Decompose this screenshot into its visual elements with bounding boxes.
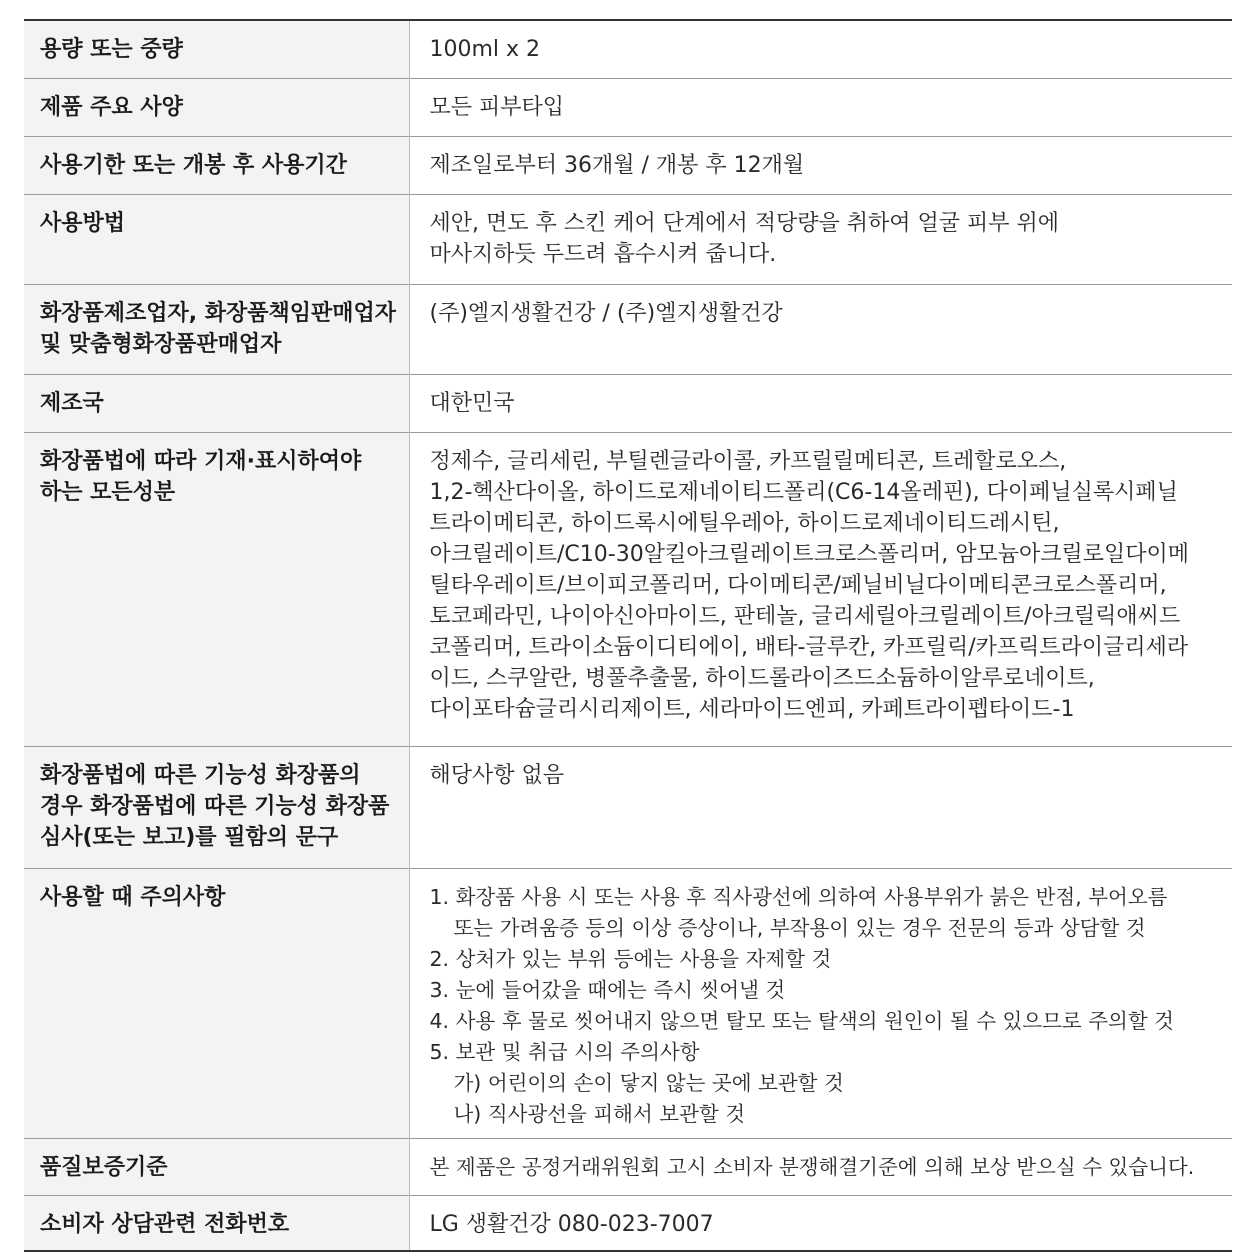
row-value: 세안, 면도 후 스킨 케어 단계에서 적당량을 취하여 얼굴 피부 위에 마사지하듯 두드려 흡수시켜 줍니다. — [429, 210, 1059, 267]
row-functional — [24, 746, 1232, 868]
row-label: 품질보증기준 — [24, 1138, 409, 1195]
row-spec — [24, 78, 1232, 136]
row-expiry — [24, 136, 1232, 194]
row-volume — [24, 20, 1232, 78]
row-label: 용량 또는 중량 — [24, 20, 409, 78]
row-value: (주)엘지생활건강 / (주)엘지생활건강 — [429, 300, 783, 326]
row-label: 사용할 때 주의사항 — [24, 868, 409, 1138]
row-label: 사용방법 — [24, 194, 409, 284]
row-label: 화장품제조업자, 화장품책임판매업자 및 맞춤형화장품판매업자 — [24, 284, 409, 374]
row-value: LG 생활건강 080-023-7007 — [429, 1211, 714, 1237]
row-cautions — [24, 868, 1232, 1138]
row-label: 제품 주요 사양 — [24, 78, 409, 136]
row-ingredients — [24, 432, 1232, 746]
row-label: 제조국 — [24, 374, 409, 432]
row-manufacturer — [24, 284, 1232, 374]
row-value: 대한민국 — [429, 390, 515, 416]
row-value: 제조일로부터 36개월 / 개봉 후 12개월 — [429, 152, 805, 178]
row-phone — [24, 1195, 1232, 1251]
row-value: 100ml x 2 — [429, 37, 541, 62]
row-value: 정제수, 글리세린, 부틸렌글라이콜, 카프릴릴메티콘, 트레할로오스, 1,2-헥산다이올, 하이드로제네이티드폴리(C6-14올레핀), 다이페닐실록시페닐 트라이메티콘, 하이드록시에틸우레아, 하이드로제네이티드레시틴, 아크릴레이트/C10-30알킬아크릴레이트크로스폴리머, 암모늄아크릴로일다이메 틸타우레이트/브이피코폴리머, 다이메티콘/페닐비닐다이메티콘크로스폴리머, 토코페라민, 나이아신아마이드, 판테놀, 글리세릴아크릴레이트/아크릴릭애씨드 코폴리머, 트라이소듐이디티에이, 배타-글루칸, 카프릴릭/카프릭트라이글리세라 이드, 스쿠알란, 병풀추출물, 하이드롤라이즈드소듐하이알루로네이트, 다이포타슘글리시리제이트, 세라마이드엔피, 카페트라이펩타이드-1 — [429, 448, 1190, 722]
row-usage — [24, 194, 1232, 284]
row-value: 본 제품은 공정거래위원회 고시 소비자 분쟁해결기준에 의해 보상 받으실 수 있습니다. — [429, 1154, 1195, 1179]
row-label: 화장품법에 따라 기재·표시하여야 하는 모든성분 — [24, 432, 409, 746]
row-label: 화장품법에 따른 기능성 화장품의 경우 화장품법에 따른 기능성 화장품 심사(또는 보고)를 필함의 문구 — [24, 746, 409, 868]
row-value: 모든 피부타입 — [429, 94, 565, 120]
product-info-table — [24, 19, 1232, 1252]
row-label: 사용기한 또는 개봉 후 사용기간 — [24, 136, 409, 194]
row-country — [24, 374, 1232, 432]
row-quality — [24, 1138, 1232, 1195]
row-value: 해당사항 없음 — [429, 762, 565, 788]
row-label: 소비자 상담관련 전화번호 — [24, 1195, 409, 1251]
row-value: 1. 화장품 사용 시 또는 사용 후 직사광선에 의하여 사용부위가 붉은 반점, 부어오름 또는 가려움증 등의 이상 증상이나, 부작용이 있는 경우 전문의 등과 상담할 것 2. 상처가 있는 부위 등에는 사용을 자제할 것 3. 눈에 들어갔을 때에는 즉시 씻어낼 것 4. 사용 후 물로 씻어내지 않으면 탈모 또는 탈색의 원인이 될 수 있으므로 주의할 것 5. 보관 및 취급 시의 주의사항 가) 어린이의 손이 닿지 않는 곳에 보관할 것 나) 직사광선을 피해서 보관할 것 — [429, 884, 1174, 1126]
